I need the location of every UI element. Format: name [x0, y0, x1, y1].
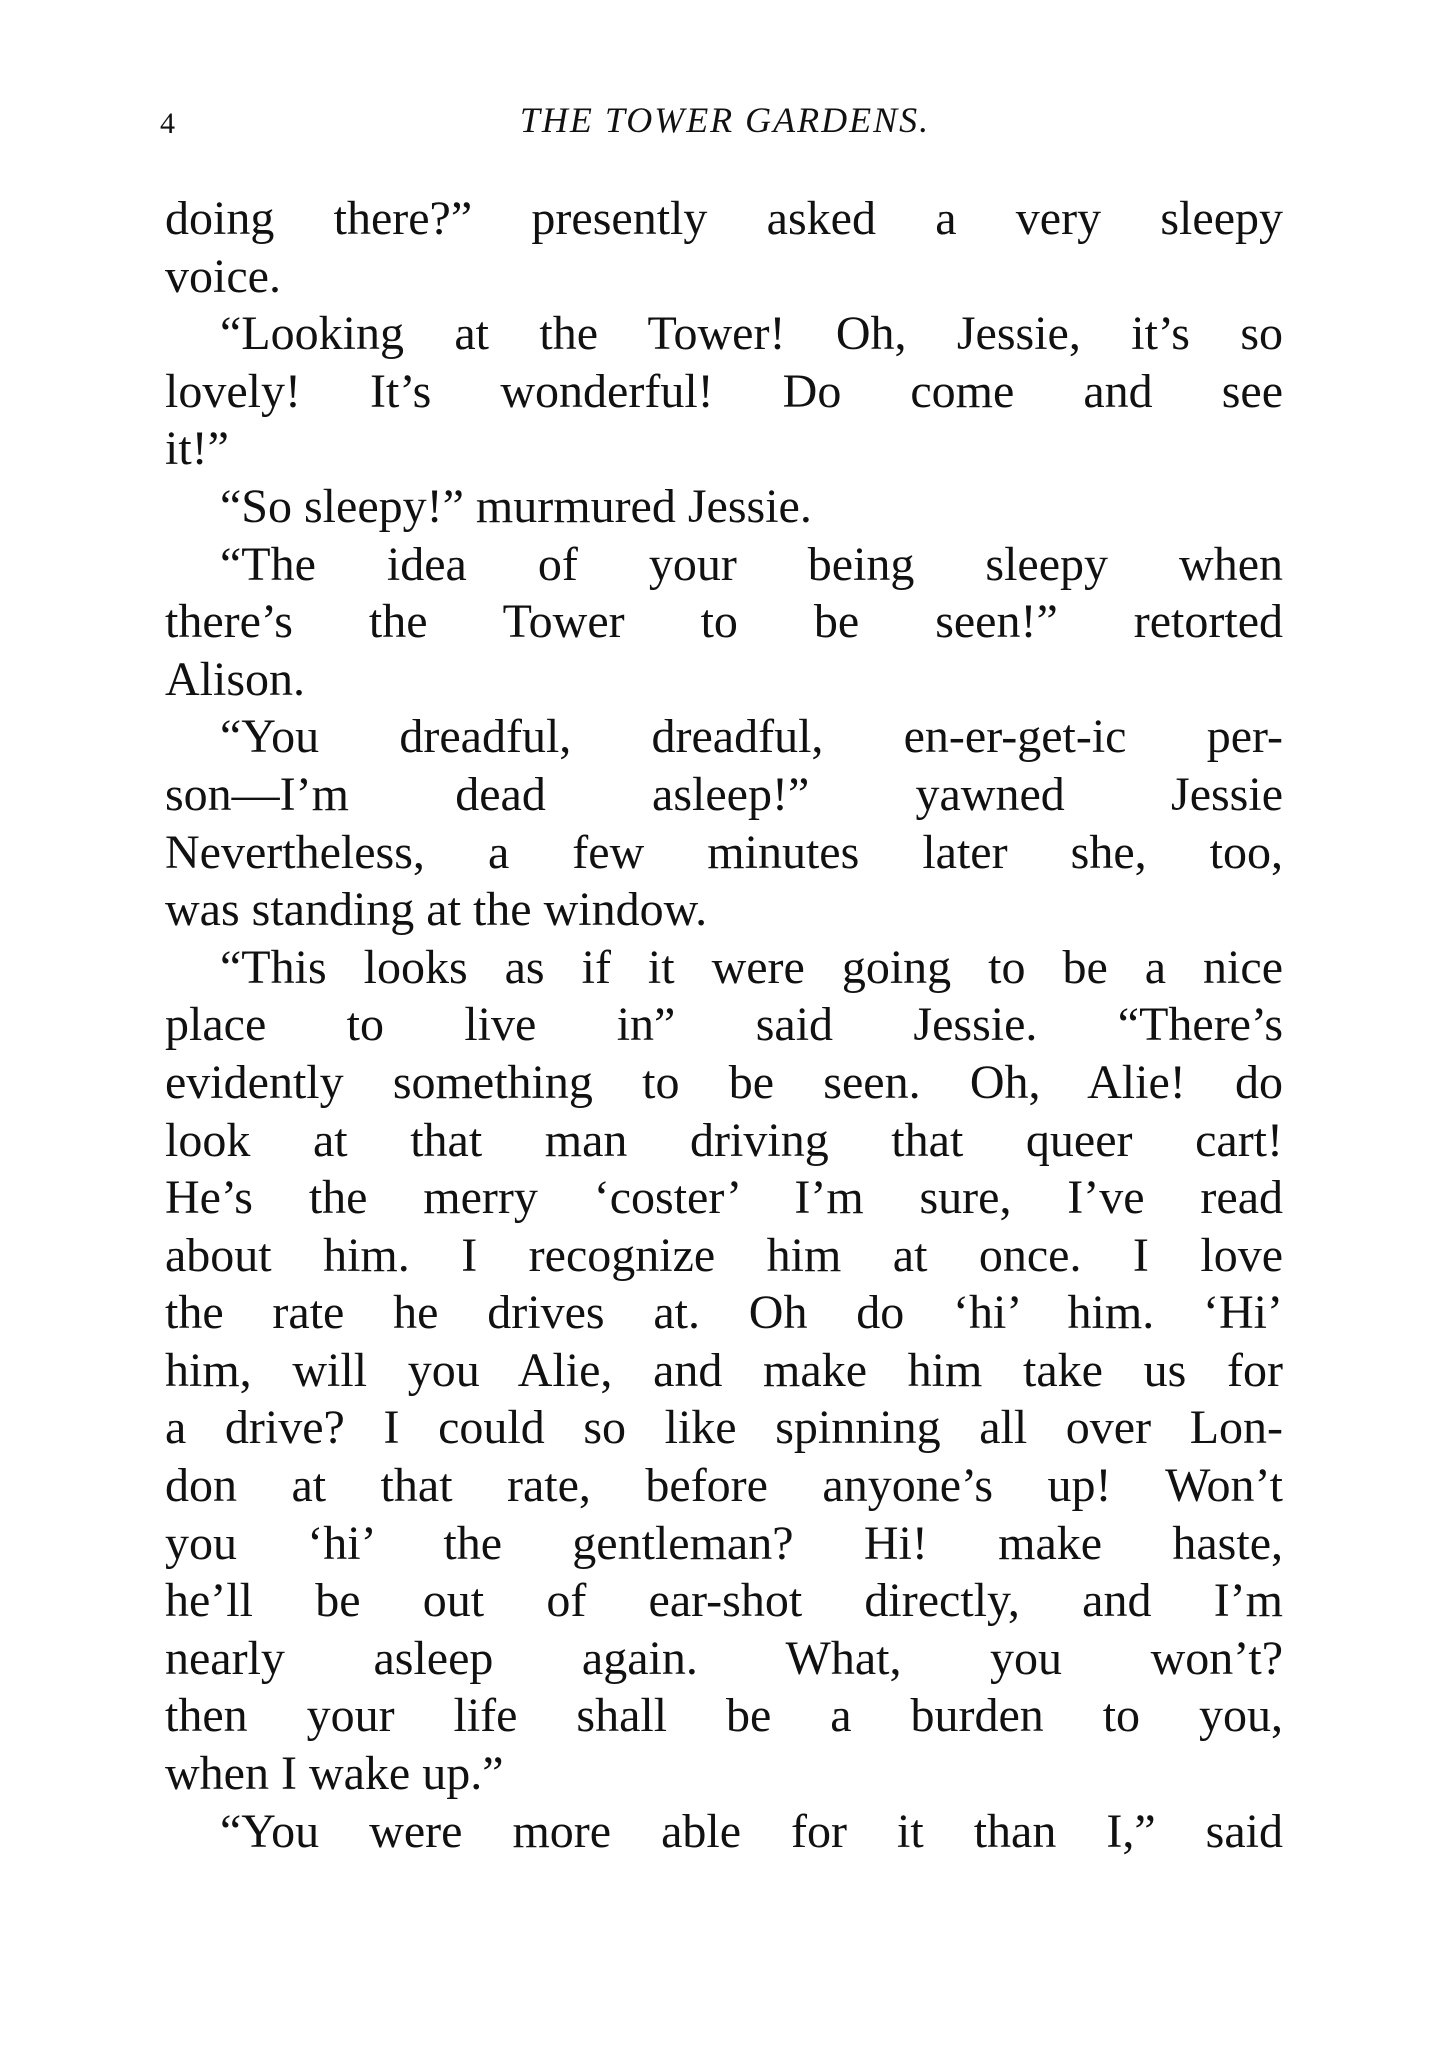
text-line: He’s the merry ‘coster’ I’m sure, I’ve read [165, 1171, 1283, 1225]
text-line: him, will you Alie, and make him take us for [165, 1343, 1283, 1397]
text-line: when I wake up.” [165, 1747, 504, 1801]
text-line: doing there?” presently asked a very sleepy [165, 192, 1283, 245]
text-line: “You dreadful, dreadful, en-er-get-ic per- [220, 710, 1283, 764]
text-line: place to live in” said Jessie. “There’s [165, 998, 1283, 1052]
text-line: son—I’m dead asleep!” yawned Jessie [165, 767, 1283, 821]
running-title: THE TOWER GARDENS. [519, 100, 931, 140]
text-line: voice. [165, 249, 281, 303]
text-line: the rate he drives at. Oh do ‘hi’ him. ‘Hi’ [165, 1286, 1283, 1340]
body-text [165, 190, 1283, 1860]
text-line: “You were more able for it than I,” said [220, 1804, 1283, 1858]
text-line: look at that man driving that queer cart! [165, 1113, 1283, 1167]
text-line: “Looking at the Tower! Oh, Jessie, it’s so [220, 307, 1283, 361]
text-line: about him. I recognize him at once. I love [165, 1228, 1283, 1282]
text-line: don at that rate, before anyone’s up! Won’t [165, 1459, 1283, 1513]
text-line: “So sleepy!” murmured Jessie. [220, 479, 812, 533]
text-line: you ‘hi’ the gentleman? Hi! make haste, [165, 1516, 1283, 1570]
text-line: “The idea of your being sleepy when [220, 537, 1283, 591]
text-line: Alison. [165, 652, 306, 706]
text-line: then your life shall be a burden to you, [165, 1689, 1283, 1743]
text-line: evidently something to be seen. Oh, Alie! do [165, 1055, 1283, 1109]
text-line: lovely! It’s wonderful! Do come and see [165, 364, 1283, 418]
text-line: a drive? I could so like spinning all over Lon- [165, 1401, 1283, 1455]
text-line: “This looks as if it were going to be a nice [220, 940, 1283, 994]
page-number: 4 [160, 107, 175, 140]
text-line: nearly asleep again. What, you won’t? [165, 1631, 1283, 1685]
page-header [160, 100, 1290, 150]
text-line: it!” [165, 422, 229, 476]
text-line: there’s the Tower to be seen!” retorted [165, 595, 1283, 649]
text-line: was standing at the window. [165, 883, 708, 937]
text-line: Nevertheless, a few minutes later she, too, [165, 825, 1283, 879]
text-line: he’ll be out of ear-shot directly, and I’m [165, 1574, 1283, 1628]
